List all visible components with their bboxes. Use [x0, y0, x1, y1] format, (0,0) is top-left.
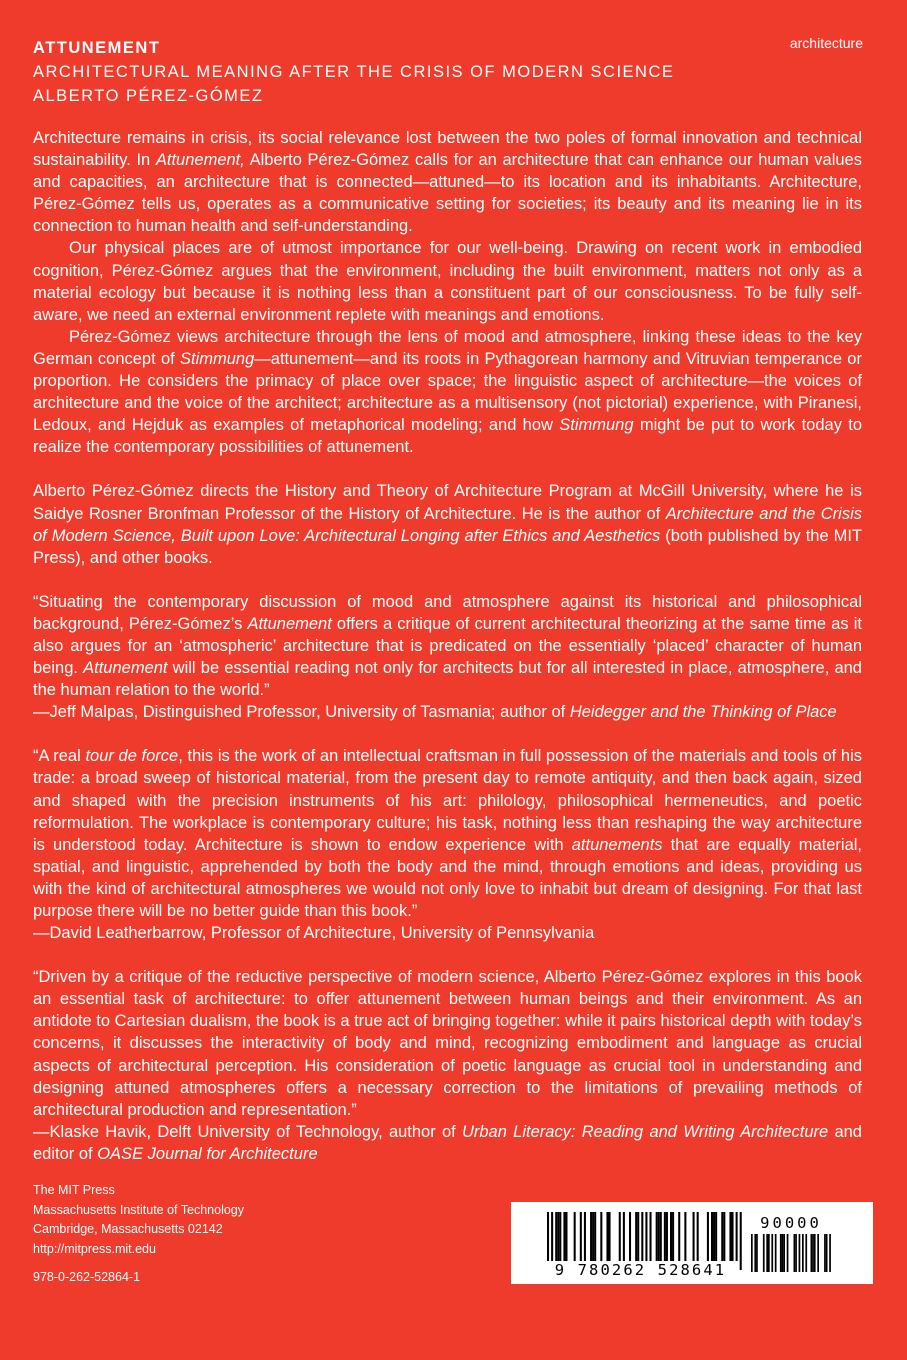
blurb-attribution-1: —Jeff Malpas, Distinguished Professor, University of Tasmania; author of Heidegger and the Thinking of Place [33, 703, 837, 722]
barcode-bar [713, 1212, 715, 1262]
isbn-number: 978-0-262-52864-1 [33, 1270, 141, 1284]
barcode-bar [672, 1212, 674, 1262]
book-author: ALBERTO PÉREZ-GÓMEZ [33, 87, 264, 105]
publisher-address: Cambridge, Massachusetts 02142 [33, 1222, 223, 1236]
category-label: architecture [789, 35, 863, 51]
publisher-institution: Massachusetts Institute of Technology [33, 1202, 244, 1217]
barcode-bar [637, 1212, 639, 1262]
barcode-addon-bar [763, 1234, 765, 1272]
barcode-addon-bar [751, 1234, 753, 1272]
barcode-bar [729, 1212, 731, 1262]
barcode-bar [565, 1212, 567, 1262]
book-title: ATTUNEMENT [33, 39, 161, 57]
description-paragraph-3: Pérez-Gómez views architecture through the lens of mood and atmosphere, linking these ideas to the key German concept of Stimmung—attunement—and its roots in Pythagorean harmony and Vitruvian temperance or proportion. He considers the primacy of place over space; the linguistic aspect of architecture—the voices of architecture and the voice of the architect; architecture as a multisensory (not pictorial) experience, with Piranesi, Ledoux, and Hejduk as examples of metaphorical modeling; and how Stimmung might be put to work today to realize the contemporary possibilities of attunement. [33, 327, 863, 457]
barcode-addon-bar [768, 1234, 770, 1272]
barcode-bar [721, 1212, 723, 1262]
description-paragraph-1: Architecture remains in crisis, its social relevance lost between the two poles of formal innovation and technical sustainability. In Attunement, Alberto Pérez-Gómez calls for an architecture that can enhance our human values and capacities, an architecture that is connected—attuned—to its location and its inhabitants. Architecture, Pérez-Gómez tells us, operates as a communicative setting for societies; its beauty and its meaning lie in its connection to human health and self-understanding. [33, 129, 862, 236]
barcode-bar [584, 1212, 586, 1262]
barcode-bar [715, 1212, 717, 1262]
barcode [511, 1202, 873, 1284]
barcode-bar [650, 1212, 652, 1262]
barcode-addon-bar [814, 1234, 816, 1272]
barcode-bar [592, 1212, 594, 1262]
publisher-name: The MIT Press [33, 1183, 115, 1197]
blurb-quote-3: “Driven by a critique of the reductive perspective of modern science, Alberto Pérez-Gómez explores in this book an essential task of architecture: to offer attunement between human beings and their environment. As an antidote to Cartesian dualism, the book is a true act of bringing together: while it pairs historical depth with today’s concerns, it discusses the interactivity of body and mind, recognizing embodiment and language as crucial aspects of architectural perception. His consideration of poetic language as crucial tool in understanding and designing attuned atmospheres offers a necessary correction to the limitations of prevailing methods of architectural production and representation.” [33, 968, 862, 1119]
barcode-digits: 9 780262 528641 [543, 1261, 738, 1279]
barcode-bar [563, 1212, 565, 1262]
barcode-bar [619, 1212, 621, 1262]
barcode-addon-bar [799, 1234, 801, 1272]
barcode-bar [635, 1212, 637, 1262]
barcode-bar [656, 1212, 658, 1262]
barcode-bar [664, 1212, 666, 1262]
barcode-bar [723, 1212, 725, 1262]
blurb-quote-2: “A real tour de force, this is the work of an intellectual craftsman in full possession of the materials and tools of his trade: a broad sweep of historical material, from the present day to remote antiquity, and then back again, sized and shaped with the precision instruments of his art: philology, philosophical hermeneutics, and poetic reformulation. The workplace is contemporary culture; his task, nothing less than reshaping the way architecture is understood today. Architecture is shown to endow experience with attunements that are equally material, spatial, and linguistic, apprehended by both the body and the mind, through emotions and ideas, providing us with the kind of architectural atmospheres we would not only love to inhabit but dream of designing. For that last purpose there will be no better guide than this book.” [33, 747, 862, 920]
publisher-block [33, 1181, 244, 1259]
barcode-bar [697, 1212, 699, 1262]
barcode-bar [609, 1212, 611, 1262]
barcode-addon-bar [817, 1234, 819, 1272]
barcode-bar [660, 1212, 662, 1262]
barcode-bar [580, 1212, 582, 1262]
barcode-bar [623, 1212, 625, 1262]
barcode-addon-bar [795, 1234, 797, 1272]
barcode-bar [590, 1212, 592, 1262]
barcode-addon-bar [782, 1234, 784, 1272]
barcode-addon-bar [811, 1234, 813, 1272]
barcode-bar [666, 1212, 668, 1262]
barcode-addon-bar [783, 1234, 785, 1272]
barcode-addon-bar [780, 1234, 782, 1272]
barcode-addon-bar [754, 1234, 756, 1272]
barcode-bar [678, 1212, 680, 1262]
barcode-bar [594, 1212, 596, 1262]
barcode-bar [559, 1212, 561, 1262]
barcode-bar [555, 1212, 557, 1262]
barcode-bar [557, 1212, 559, 1262]
barcode-bar [658, 1212, 660, 1262]
description-paragraph-2: Our physical places are of utmost importance for our well-being. Drawing on recent work in embodied cognition, Pérez-Gómez argues that the environment, including the built environment, matters not only as a material ecology but because it is nothing less than a constituent part of our consciousness. To be fully self-aware, we need an external environment replete with meanings and emotions. [33, 239, 862, 324]
barcode-addon-bar [775, 1234, 777, 1272]
author-bio: Alberto Pérez-Gómez directs the History and Theory of Architecture Program at McGill University, where he is Saidye Rosner Bronfman Professor of the History of Architecture. He is the author of Architecture and the Crisis of Modern Science, Built upon Love: Architectural Longing after Ethics and Aesthetics (both published by the MIT Press), and other books. [33, 482, 862, 567]
barcode-bar [740, 1212, 742, 1270]
blurb-attribution-2: —David Leatherbarrow, Professor of Architecture, University of Pennsylvania [33, 924, 595, 943]
barcode-bar [606, 1212, 608, 1262]
barcode-addon-bar [802, 1234, 804, 1272]
cover-text [33, 127, 862, 1165]
barcode-bar [600, 1212, 602, 1262]
barcode-addon-bar [794, 1234, 796, 1272]
barcode-addon-bar [805, 1234, 807, 1272]
blurb-attribution-3: —Klaske Havik, Delft University of Technology, author of Urban Literacy: Reading and Writing Architecture and editor of OASE Journal for Architecture [33, 1122, 862, 1163]
blurb-quote-1: “Situating the contemporary discussion of mood and atmosphere against its historical and philosophical background, Pérez-Gómez’s Attunement offers a critique of current architectural theorizing at the same time as it also argues for an ‘atmospheric’ architecture that is predicated on the essentially ‘placed’ character of human being. Attunement will be essential reading not only for architects but for all interested in place, atmosphere, and the human relation to the world.” [33, 592, 862, 700]
barcode-bar [670, 1212, 672, 1262]
barcode-addon-bar [829, 1234, 831, 1272]
barcode-addon-digits: 90000 [760, 1214, 822, 1232]
barcode-addon-bar [812, 1234, 814, 1272]
barcode-bar [684, 1212, 686, 1262]
barcode-bar [574, 1212, 576, 1262]
barcode-bar [732, 1212, 734, 1262]
barcode-bar [629, 1212, 631, 1262]
barcode-addon-bar [771, 1234, 773, 1272]
barcode-bar [707, 1212, 709, 1262]
book-header [33, 36, 793, 108]
barcode-addon-bar [826, 1234, 828, 1272]
barcode-bar [711, 1212, 713, 1262]
barcode-addon-bar [766, 1234, 768, 1272]
publisher-url: http://mitpress.mit.edu [33, 1241, 156, 1256]
barcode-addon-bar [824, 1234, 826, 1272]
book-subtitle: ARCHITECTURAL MEANING AFTER THE CRISIS OF MODERN SCIENCE [33, 63, 675, 81]
barcode-addon-bar [756, 1234, 758, 1272]
barcode-bar [693, 1212, 695, 1262]
barcode-addon-bar [787, 1234, 789, 1272]
